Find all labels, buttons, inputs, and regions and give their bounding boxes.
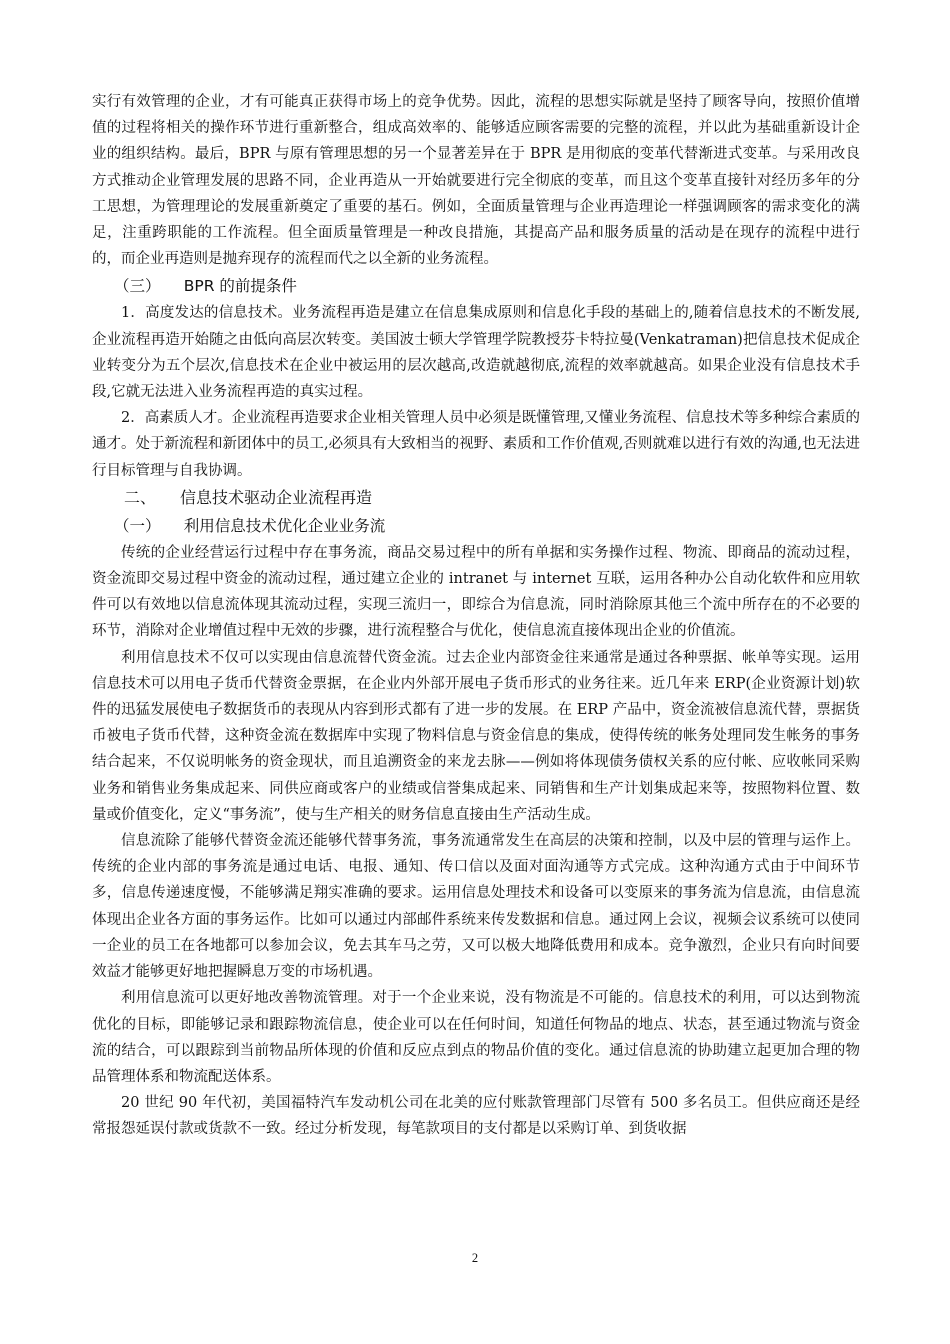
paragraph-transaction-flow: 信息流除了能够代替资金流还能够代替事务流，事务流通常发生在高层的决策和控制，以及中层的管理与运作上。传统的企业内部的事务流是通过电话、电报、通知、传口信以及面对面沟通等方式完成。这种沟通方式由于中间环节多，信息传递速度慢，不能够满足翔实准确的要求。运用信息处理技术和设备可以变原来的事务流为信息流，由信息流体现出企业各方面的事务运作。比如可以通过内部邮件系统来传发数据和信息。通过网上会议，视频会议系统可以使同一企业的员工在各地都可以参加会议，免去其车马之劳，又可以极大地降低费用和成本。竞争激烈，企业只有向时间要效益才能够更好地把握瞬息万变的市场机遇。: [92, 833, 860, 981]
paragraph-continuation: 实行有效管理的企业，才有可能真正获得市场上的竞争优势。因此，流程的思想实际就是坚持了顾客导向，按照价值增值的过程将相关的操作环节进行重新整合，组成高效率的、能够适应顾客需要的完整的流程，并以此为基础重新设计企业的组织结构。最后，BPR 与原有管理思想的另一个显著差异在于 BPR 是用彻底的变革代替渐进式变革。与采用改良方式推动企业管理发展的思路不同，企业再造从一开始就要进行完全彻底的变革，而且这个变革直接针对经历多年的分工思想，为管理理论的发展重新奠定了重要的基石。例如，全面质量管理与企业再造理论一样强调顾客的需求变化的满足，注重跨职能的工作流程。但全面质量管理是一种改良措施，其提高产品和服务质量的活动是在现存的流程中进行的，而企业再造则是抛弃现存的流程而代之以全新的业务流程。: [92, 94, 860, 268]
section-heading-bpr-prerequisites: （三） BPR 的前提条件: [114, 277, 297, 296]
paragraph-traditional-flows: 传统的企业经营运行过程中存在事务流，商品交易过程中的所有单据和实务操作过程、物流、即商品的流动过程，资金流即交易过程中资金的流动过程，通过建立企业的 intranet 与 internet 互联，运用各种办公自动化软件和应用软件可以有效地以信息流体现其流动过程，实现三流归一，即综合为信息流，同时消除原其他三个流中所存在的不必要的环节，消除对企业增值过程中无效的步骤，进行流程整合与优化，使信息流直接体现出企业的价值流。: [92, 544, 860, 640]
document-body: [92, 89, 860, 1143]
paragraph-ford-case: 20 世纪 90 年代初，美国福特汽车发动机公司在北美的应付账款管理部门尽管有 500 多名员工。但供应商还是经常报怨延误付款或货款不一致。经过分析发现，每笔款项目的支付都是以采购订单、到货收据: [92, 1095, 860, 1138]
paragraph-talent-condition: 2．高素质人才。企业流程再造要求企业相关管理人员中必须是既懂管理,又懂业务流程、信息技术等多种综合素质的通才。处于新流程和新团体中的员工,必须具有大致相当的视野、素质和工作价值观,否则就难以进行有效的沟通,也无法进行目标管理与自我协调。: [92, 410, 860, 479]
page-number: 2: [471, 1251, 479, 1265]
section-heading-it-driven: 二、 信息技术驱动企业流程再造: [124, 487, 373, 507]
section-heading-optimize-flow: （一） 利用信息技术优化企业业务流: [114, 516, 386, 535]
paragraph-capital-flow: 利用信息技术不仅可以实现由信息流替代资金流。过去企业内部资金往来通常是通过各种票据、帐单等实现。运用信息技术可以用电子货币代替资金票据，在企业内外部开展电子货币形式的业务往来。近几年来 ERP(企业资源计划)软件的迅猛发展使电子数据货币的表现从内容到形式都有了进一步的发展。在 ERP 产品中，资金流被信息流代替，票据货币被电子货币代替，这种资金流在数据库中实现了物料信息与资金信息的集成，使得传统的帐务处理同发生帐务的事务结合起来，不仅说明帐务的资金现状，而且追溯资金的来龙去脉——例如将体现债务债权关系的应付帐、应收帐同采购业务和销售业务集成起来、同供应商或客户的业绩或信誉集成起来、同销售和生产计划集成起来等，按照物料位置、数量或价值变化，定义“事务流”，使与生产相关的财务信息直接由生产活动生成。: [92, 649, 860, 823]
paragraph-logistics: 利用信息流可以更好地改善物流管理。对于一个企业来说，没有物流是不可能的。信息技术的利用，可以达到物流优化的目标，即能够记录和跟踪物流信息，使企业可以在任何时间，知道任何物品的地点、状态，甚至通过物流与资金流的结合，可以跟踪到当前物品所体现的价值和反应点到点的物品价值的变化。通过信息流的协助建立起更加合理的物品管理体系和物流配送体系。: [92, 990, 860, 1085]
paragraph-it-condition: 1．高度发达的信息技术。业务流程再造是建立在信息集成原则和信息化手段的基础上的,随着信息技术的不断发展,企业流程再造开始随之由低向高层次转变。美国波士顿大学管理学院教授芬卡特拉曼(Venkatraman)把信息技术促成企业转变分为五个层次,信息技术在企业中被运用的层次越高,改造就越彻底,流程的效率就越高。如果企业没有信息技术手段,它就无法进入业务流程再造的真实过程。: [92, 305, 860, 401]
